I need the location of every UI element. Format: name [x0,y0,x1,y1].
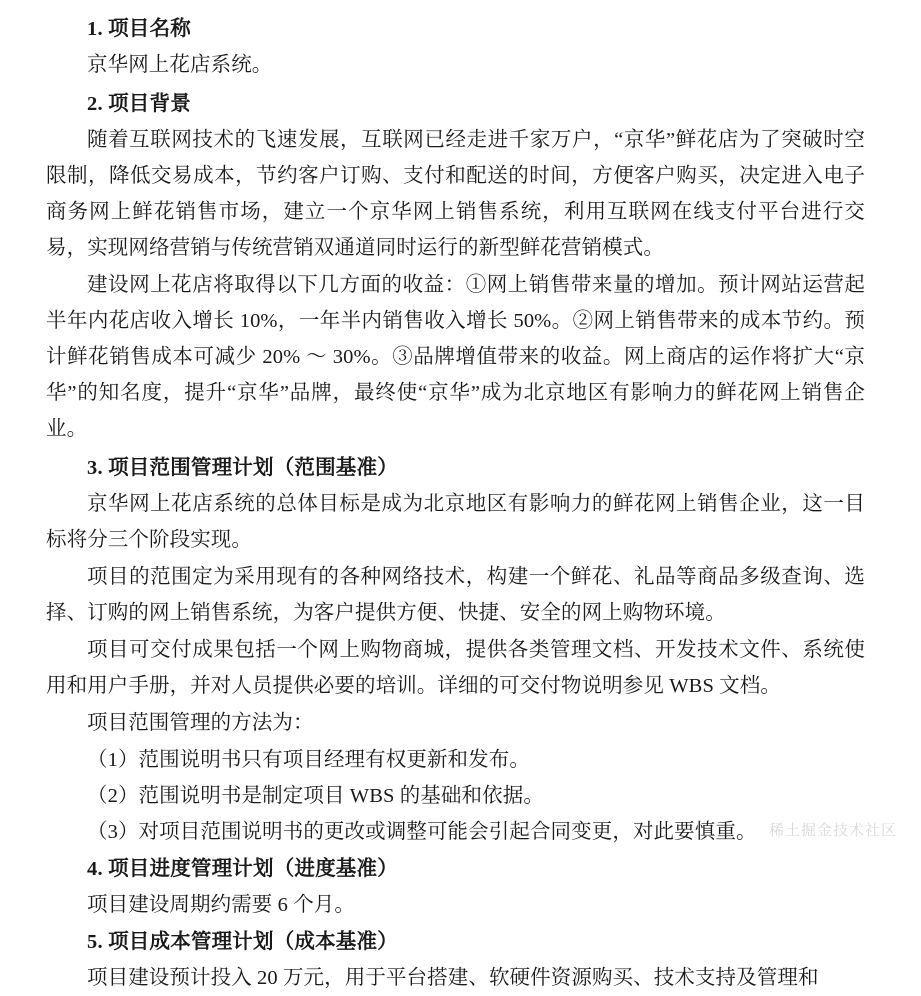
section-heading: 1. 项目名称 [87,18,191,40]
paragraph: 随着互联网技术的飞速发展，互联网已经走进千家万户，“京华”鲜花店为了突破时空限制，降低交易成本，节约客户订购、支付和配送的时间，方便客户购买，决定进入电子商务网上鲜花销售市场，建立一个京华网上销售系统，利用互联网在线支付平台进行交易，实现网络营销与传统营销双通道同时运行的新型鲜花营销模式。 [46,129,865,259]
list-item: （1）范围说明书只有项目经理有权更新和发布。 [87,749,530,771]
list-item: （3）对项目范围说明书的更改或调整可能会引起合同变更，对此要慎重。 [87,821,757,843]
paragraph: 项目建设预计投入 20 万元，用于平台搭建、软硬件资源购买、技术支持及管理和 [87,967,819,989]
paragraph: 项目范围管理的方法为： [87,712,314,734]
watermark: 稀土掘金技术社区 [768,822,897,839]
paragraph: 项目的范围定为采用现有的各种网络技术，构建一个鲜花、礼品等商品多级查询、选择、订购的网上销售系统，为客户提供方便、快捷、安全的网上购物环境。 [46,566,865,624]
list-item: （2）范围说明书是制定项目 WBS 的基础和依据。 [87,785,544,807]
paragraph: 建设网上花店将取得以下几方面的收益：①网上销售带来量的增加。预计网站运营起半年内花店收入增长 10%，一年半内销售收入增长 50%。②网上销售带来的成本节约。预计鲜花销售成本可减少 20% ～ 30%。③品牌增值带来的收益。网上商店的运作将扩大“京华”的知名度，提升“京华”品牌，最终使“京华”成为北京地区有影响力的鲜花网上销售企业。 [46,274,865,440]
paragraph: 京华网上花店系统的总体目标是成为北京地区有影响力的鲜花网上销售企业，这一目标将分三个阶段实现。 [46,493,865,551]
paragraph: 京华网上花店系统。 [87,54,273,76]
section-heading: 3. 项目范围管理计划（范围基准） [87,457,398,479]
paragraph: 项目可交付成果包括一个网上购物商城，提供各类管理文档、开发技术文件、系统使用和用户手册，并对人员提供必要的培训。详细的可交付物说明参见 WBS 文档。 [46,639,865,697]
section-heading: 2. 项目背景 [87,93,191,115]
section-heading: 4. 项目进度管理计划（进度基准） [87,858,398,880]
paragraph: 项目建设周期约需要 6 个月。 [87,894,355,916]
section-heading: 5. 项目成本管理计划（成本基准） [87,931,398,953]
